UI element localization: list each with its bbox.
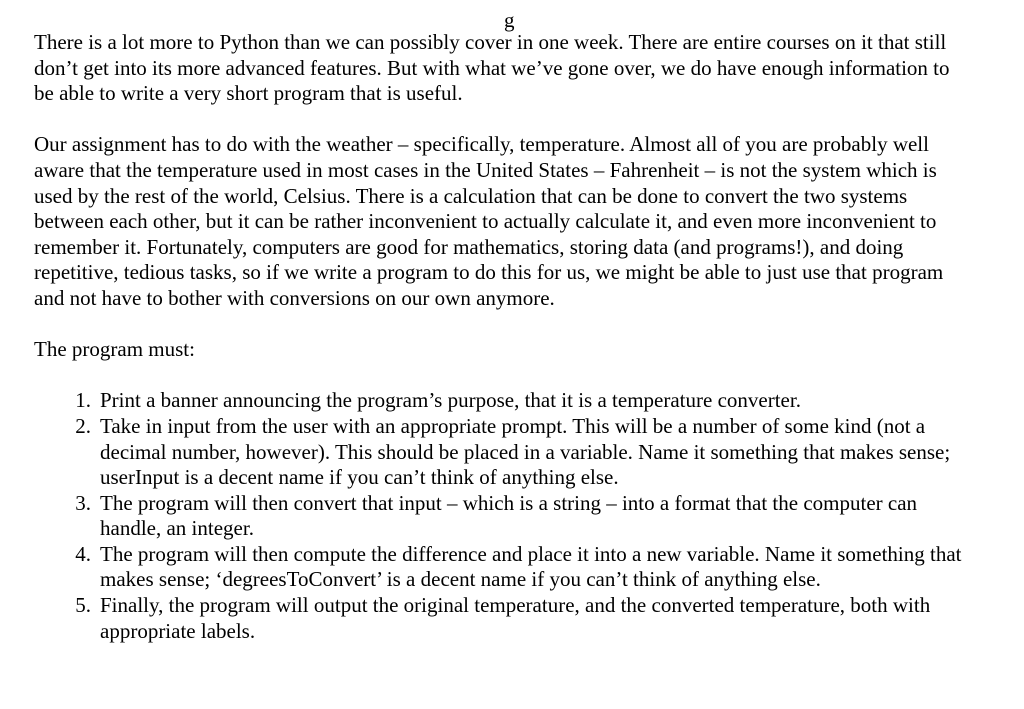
list-item-text: Print a banner announcing the program’s purpose, that it is a temperature converter.: [100, 388, 801, 413]
intro-paragraph: There is a lot more to Python than we can possibly cover in one week. There are entire courses on it that still don’t get into its more advanced features. But with what we’ve gone over, we do have enough information to be able to write a very short program that is useful.: [34, 30, 950, 106]
list-item-text: Take in input from the user with an appropriate prompt. This will be a number of some kind (not a decimal number, however). This should be placed in a variable. Name it something that makes sense; userInput is a decent name if you can’t think of anything else.: [100, 413, 951, 490]
list-item: [75, 490, 969, 542]
list-item-text: The program will then convert that input – which is a string – into a format that the computer can handle, an integer.: [100, 490, 918, 541]
list-item-text: Finally, the program will output the original temperature, and the converted temperature, both with appropriate labels.: [100, 593, 931, 643]
list-item: [75, 593, 969, 644]
cut-off-heading-fragment: [504, 8, 544, 32]
list-item-number: 3.: [75, 490, 91, 515]
list-item-number: 4.: [75, 541, 91, 566]
list-item-text: The program will then compute the difference and place it into a new variable. Name it something that makes sense; ‘degreesToConvert’ is a decent name if you can’t think of anything else.: [100, 541, 962, 592]
requirements-intro: The program must:: [34, 337, 195, 362]
list-item-number: 2.: [75, 413, 91, 438]
requirements-list: [34, 388, 969, 644]
cut-off-heading-text: g: [504, 8, 515, 32]
list-item: [75, 388, 969, 414]
assignment-paragraph: Our assignment has to do with the weather – specifically, temperature. Almost all of you are probably well aware that the temperature used in most cases in the United States – Fahrenheit – is not the system which is used by the rest of the world, Celsius. There is a calculation that can be done to convert the two systems between each other, but it can be rather inconvenient to actually calculate it, and even more inconvenient to remember it. Fortunately, computers are good for mathematics, storing data (and programs!), and doing repetitive, tedious tasks, so if we write a program to do this for us, we might be able to just use that program and not have to bother with conversions on our own anymore.: [34, 132, 944, 310]
list-item: [75, 541, 969, 593]
list-item: [75, 413, 969, 491]
list-item-number: 5.: [75, 593, 91, 618]
document-page: [34, 8, 969, 644]
list-item-number: 1.: [75, 388, 91, 413]
